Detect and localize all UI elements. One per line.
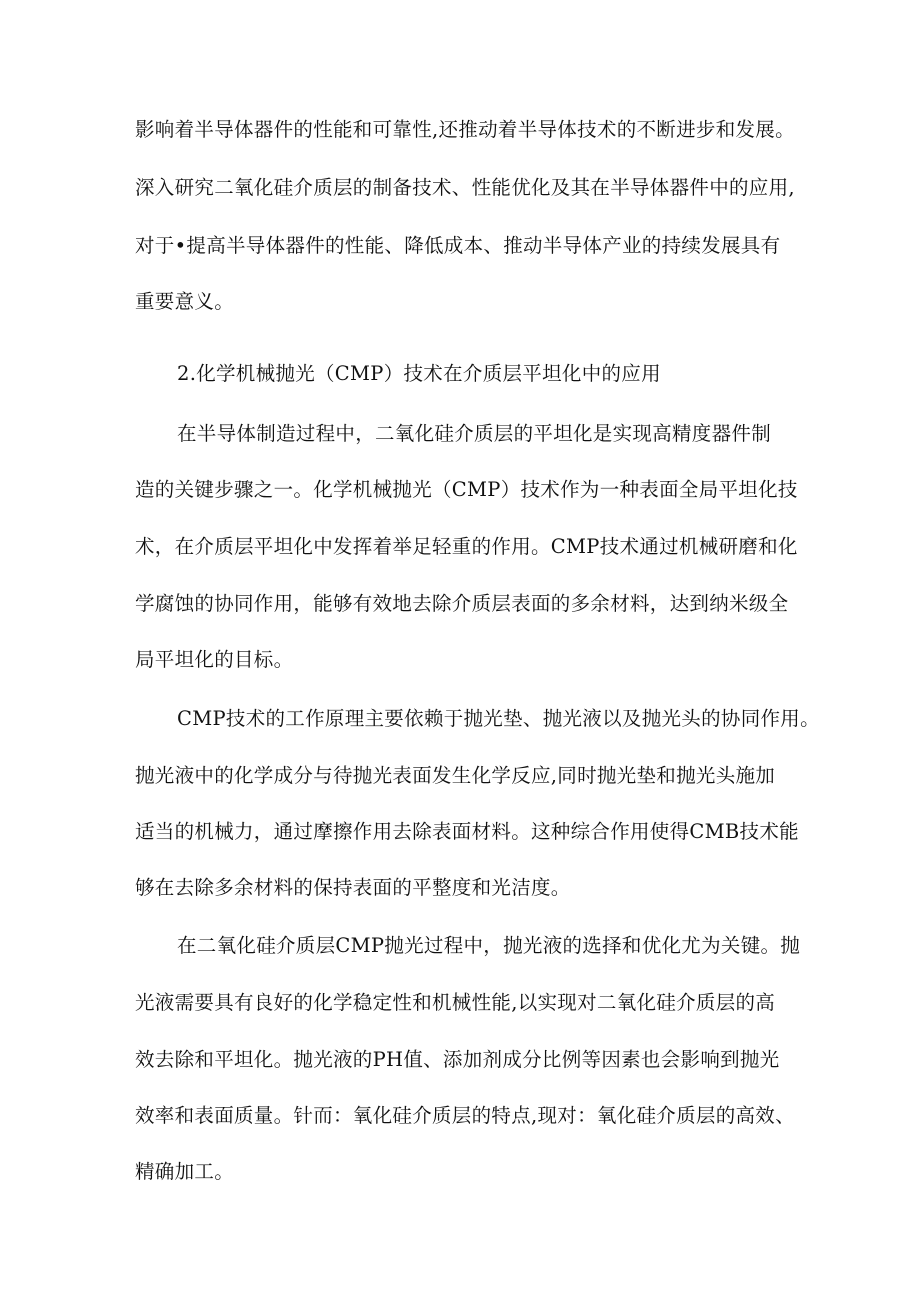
section-heading: 2.化学机械抛光（CMP）技术在介质层平坦化中的应用 [177, 362, 661, 385]
paragraph-line: 对于•提高半导体器件的性能、降低成本、推动半导体产业的持续发展具有 [135, 234, 781, 257]
paragraph-line: 在半导体制造过程中，二氧化硅介质层的平坦化是实现高精度器件制 [177, 422, 772, 445]
paragraph-line: CMP技术的工作原理主要依赖于抛光垫、抛光液以及抛光头的协同作用。 [177, 707, 820, 730]
paragraph-line: 学腐蚀的协同作用，能够有效地去除介质层表面的多余材料，达到纳米级全 [135, 592, 789, 615]
paragraph-line: 效率和表面质量。针而：氧化硅介质层的特点,现对：氧化硅介质层的高效、 [135, 1104, 795, 1127]
paragraph-line: 在二氧化硅介质层CMP抛光过程中，抛光液的选择和优化尤为关键。抛 [177, 934, 801, 957]
paragraph-line: 精确加工。 [135, 1160, 235, 1183]
paragraph-line: 重要意义。 [135, 290, 235, 313]
paragraph-line: 术，在介质层平坦化中发挥着举足轻重的作用。CMP技术通过机械研磨和化 [135, 535, 798, 558]
paragraph-line: 深入研究二氧化硅介质层的制备技术、性能优化及其在半导体器件中的应用, [135, 176, 795, 199]
paragraph-line: 够在去除多余材料的保持表面的平整度和光洁度。 [135, 876, 571, 899]
paragraph-line: 适当的机械力，通过摩擦作用去除表面材料。这种综合作用使得CMB技术能 [135, 820, 799, 843]
paragraph-line: 效去除和平坦化。抛光液的PH值、添加剂成分比例等因素也会影响到抛光 [135, 1048, 780, 1071]
paragraph-line: 局平坦化的目标。 [135, 648, 294, 671]
paragraph-line: 抛光液中的化学成分与待抛光表面发生化学反应,同时抛光垫和抛光头施加 [135, 764, 776, 787]
paragraph-line: 光液需要具有良好的化学稳定性和机械性能,以实现对二氧化硅介质层的高 [135, 991, 776, 1014]
paragraph-line: 影响着半导体器件的性能和可靠性,还推动着半导体技术的不断进步和发展。 [135, 118, 795, 141]
paragraph-line: 造的关键步骤之一。化学机械抛光（CMP）技术作为一种表面全局平坦化技 [135, 478, 798, 501]
